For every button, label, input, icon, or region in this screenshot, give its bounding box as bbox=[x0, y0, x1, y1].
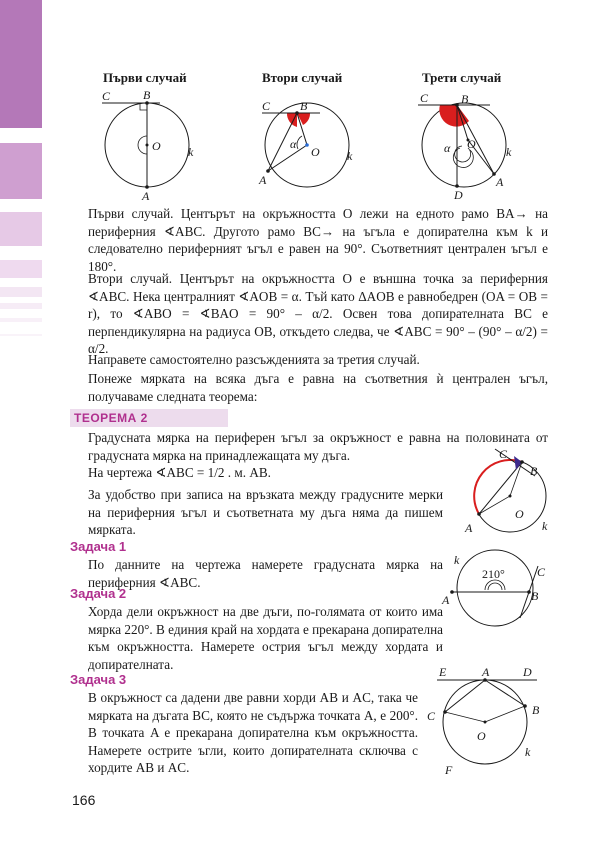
theorem-label-O: O bbox=[515, 507, 524, 521]
case2-alpha-arc bbox=[297, 136, 302, 149]
case3-label-A: A bbox=[496, 175, 504, 189]
task3-label-k: k bbox=[525, 745, 531, 759]
sidebar-tab-2 bbox=[0, 143, 42, 199]
case3-label-k: k bbox=[506, 145, 512, 159]
task3-chord-AB bbox=[485, 680, 525, 706]
task3-label-A: A bbox=[482, 665, 490, 679]
case3-arc-fill bbox=[439, 105, 469, 127]
case3-caption: Трети случай bbox=[422, 70, 502, 85]
case2-label-A: A bbox=[259, 173, 267, 187]
task1-label: Задача 1 bbox=[70, 539, 127, 554]
theorem-label-k: k bbox=[542, 519, 548, 533]
task3-label: Задача 3 bbox=[70, 672, 127, 687]
case3-figure bbox=[410, 88, 530, 208]
case2-label-B: B bbox=[300, 99, 308, 113]
task3-label-C: C bbox=[427, 709, 436, 723]
task3-text: В окръжност са дадени две равни хорди AB и AC, така че мярката на дъгата BC, която не съдържа точката A, е 200°. В точката A е прекарана допирателна към окръжността. Намерете острите ъгли, които допирателната сключва с хордите AB и AC. bbox=[88, 690, 418, 775]
theorem-formula: На чертежа ∢ABC = 1/2 . м. AB. bbox=[88, 465, 271, 480]
theorem-arc-AB bbox=[474, 460, 522, 514]
theorem-text: Градусната мярка на периферен ъгъл за окръжност е равна на половината от градусната мярка на принадлежащата му дъга. bbox=[88, 430, 548, 463]
task1-figure bbox=[440, 548, 550, 630]
theorem-label-A: A bbox=[465, 521, 473, 535]
case1-explanation: Първи случай. Центърът на окръжността O лежи на едното рамо BA→ на периферния ∢ABC. Другото рамо BC→ на ъгъла е допирателна към k и следователно периферният ъгъл е равен на 90°. Съответният централен ъгъл е 180°. bbox=[88, 206, 548, 274]
case2-figure bbox=[250, 88, 370, 208]
case2-explanation: Втори случай. Центърът на окръжността O е външна точка за периферния ∢ABC. Нека централният ∢AOB = α. Тъй като ΔAOB е равнобедрен (OA = OB = r), то ∢ABO = ∢BAO = 90° – α/2. Освен това допирателната BC е перпендикулярна на радиуса OB, откъдето следва, че ∢ABC = 90° – (90° – α/2) = α/2. bbox=[88, 271, 548, 356]
theorem-label: ТЕОРЕМА 2 bbox=[74, 411, 148, 425]
task3-figure bbox=[425, 664, 555, 782]
theorem-figure bbox=[455, 446, 565, 538]
task1-label-B: B bbox=[531, 589, 539, 603]
case3-label-D: D bbox=[454, 188, 463, 202]
task1-text: По данните на чертежа намерете градусната мярка на периферния ∢ABC. bbox=[88, 557, 443, 590]
case1-label-B: B bbox=[143, 88, 151, 102]
case3-instruction: Направете самостоятелно разсъжденията за третия случай. bbox=[88, 352, 420, 367]
task2-text: Хорда дели окръжност на две дъги, по-голямата от които има мярка 220°. В единия край на хордата е прекарана допирателна към окръжността. Намерете острия ъгъл между хордата и допирателната. bbox=[88, 604, 443, 672]
task3-label-F: F bbox=[445, 763, 453, 777]
case2-radius-OA bbox=[268, 145, 307, 171]
task3-label-O: O bbox=[477, 729, 486, 743]
case2-caption: Втори случай bbox=[262, 70, 343, 85]
theorem-note: За удобство при записа на връзката между градусните мерки на периферния ъгъл и съответната му дъга няма да пишем мярката. bbox=[88, 487, 443, 537]
sidebar-tab-5 bbox=[0, 287, 42, 297]
case2-label-k: k bbox=[347, 149, 353, 163]
sidebar-tab-1 bbox=[0, 0, 42, 128]
task1-label-C: C bbox=[537, 565, 546, 579]
case3-label-O: O bbox=[467, 137, 476, 151]
task1-label-A: A bbox=[442, 593, 450, 607]
sidebar-tab-4 bbox=[0, 260, 42, 278]
case1-figure bbox=[90, 88, 210, 208]
theorem-label-B: B bbox=[530, 464, 538, 478]
case1-label-A: A bbox=[142, 189, 150, 203]
theorem-label-C: C bbox=[499, 447, 508, 461]
case2-label-O: O bbox=[311, 145, 320, 159]
theorem-intro: Понеже мярката на всяка дъга е равна на съответния ѝ централен ъгъл, получаваме следната теорема: bbox=[88, 371, 548, 404]
case1-label-O: O bbox=[152, 139, 161, 153]
sidebar-tab-7 bbox=[0, 318, 42, 322]
sidebar-tab-6 bbox=[0, 303, 42, 309]
case3-label-alpha: α bbox=[444, 141, 451, 155]
case1-label-C: C bbox=[102, 89, 111, 103]
task1-label-210: 210° bbox=[482, 567, 505, 581]
task3-label-D: D bbox=[523, 665, 532, 679]
sidebar-tab-8 bbox=[0, 334, 42, 336]
case2-label-C: C bbox=[262, 99, 271, 113]
case3-label-C: C bbox=[420, 91, 429, 105]
case2-label-alpha: α bbox=[290, 137, 297, 151]
task3-label-B: B bbox=[532, 703, 540, 717]
task3-label-E: E bbox=[439, 665, 447, 679]
task1-label-k: k bbox=[454, 553, 460, 567]
page-number: 166 bbox=[72, 792, 96, 808]
case1-label-k: k bbox=[188, 145, 194, 159]
sidebar-tab-3 bbox=[0, 212, 42, 246]
case3-label-B: B bbox=[461, 92, 469, 106]
task2-label: Задача 2 bbox=[70, 586, 127, 601]
case1-caption: Първи случай bbox=[103, 70, 187, 85]
